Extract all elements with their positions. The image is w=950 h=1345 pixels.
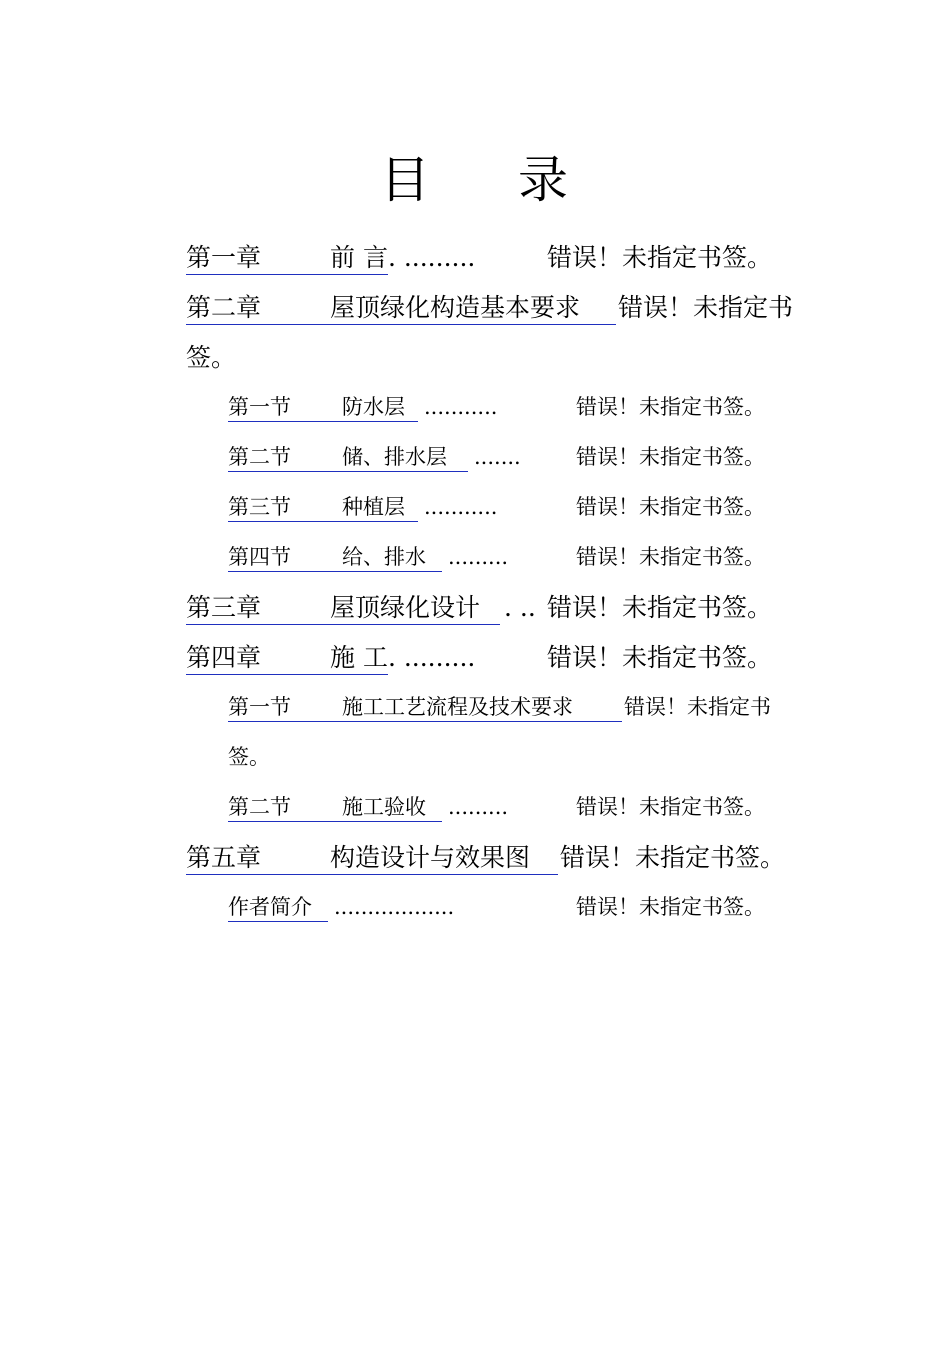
toc-entry-section-2-3[interactable] bbox=[228, 493, 497, 522]
toc-link[interactable] bbox=[186, 642, 388, 675]
toc-link[interactable] bbox=[186, 842, 558, 875]
toc-link[interactable] bbox=[186, 292, 616, 325]
toc-entry-section-2-1[interactable] bbox=[228, 393, 497, 422]
entry-number: 第四章 bbox=[186, 643, 262, 672]
entry-number: 第一节 bbox=[228, 395, 291, 419]
entry-error-text: 错误！未指定书 bbox=[618, 293, 794, 322]
entry-title: 作者简介 bbox=[228, 895, 312, 919]
entry-error-text: 错误！未指定书签。 bbox=[560, 843, 786, 872]
toc-link[interactable] bbox=[228, 893, 328, 922]
entry-number: 第三节 bbox=[228, 495, 291, 519]
entry-number: 第一章 bbox=[186, 243, 262, 272]
leader-dots: ......... bbox=[448, 795, 509, 819]
toc-link[interactable] bbox=[186, 242, 388, 275]
entry-error-continuation: 签。 bbox=[186, 343, 237, 372]
toc-entry-chapter-1[interactable] bbox=[186, 242, 475, 275]
entry-error-text: 错误！未指定书签。 bbox=[576, 895, 765, 919]
toc-entry-section-4-2[interactable] bbox=[228, 793, 508, 822]
toc-entry-section-2-2[interactable] bbox=[228, 443, 521, 472]
leader-dots: .................. bbox=[334, 895, 455, 919]
toc-entry-section-2-4[interactable] bbox=[228, 543, 508, 572]
toc-entry-section-4-1[interactable] bbox=[228, 693, 622, 722]
entry-title: 前 言 bbox=[330, 243, 388, 272]
toc-entry-chapter-3[interactable] bbox=[186, 592, 536, 625]
entry-number: 第一节 bbox=[228, 695, 291, 719]
entry-error-text: 错误！未指定书 bbox=[624, 695, 771, 719]
leader-dots: . ......... bbox=[387, 243, 476, 272]
entry-error-text: 错误！未指定书签。 bbox=[576, 795, 765, 819]
entry-number: 第五章 bbox=[186, 843, 262, 872]
leader-dots: . ......... bbox=[387, 643, 476, 672]
entry-title: 屋顶绿化构造基本要求 bbox=[330, 293, 581, 322]
entry-number: 第二节 bbox=[228, 445, 291, 469]
entry-title: 施工验收 bbox=[342, 795, 426, 819]
leader-dots: ......... bbox=[448, 545, 509, 569]
entry-error-text: 错误！未指定书签。 bbox=[547, 643, 773, 672]
toc-title-char-1: 目 bbox=[380, 151, 430, 209]
toc-link[interactable] bbox=[228, 793, 442, 822]
toc-title bbox=[380, 150, 568, 210]
toc-entry-chapter-5[interactable] bbox=[186, 842, 558, 875]
entry-number: 第三章 bbox=[186, 593, 262, 622]
toc-entry-chapter-4[interactable] bbox=[186, 642, 475, 675]
leader-dots: ........... bbox=[424, 395, 498, 419]
entry-error-continuation: 签。 bbox=[228, 745, 270, 769]
entry-title: 种植层 bbox=[342, 495, 405, 519]
entry-title: 防水层 bbox=[342, 395, 405, 419]
entry-title: 给、排水 bbox=[342, 545, 426, 569]
toc-link[interactable] bbox=[228, 493, 418, 522]
entry-error-text: 错误！未指定书签。 bbox=[576, 495, 765, 519]
toc-link[interactable] bbox=[228, 693, 622, 722]
leader-dots: ........... bbox=[424, 495, 498, 519]
entry-error-text: 错误！未指定书签。 bbox=[576, 395, 765, 419]
entry-error-text: 错误！未指定书签。 bbox=[576, 545, 765, 569]
leader-dots: ....... bbox=[474, 445, 521, 469]
entry-title: 施 工 bbox=[330, 643, 388, 672]
entry-title: 储、排水层 bbox=[342, 445, 447, 469]
toc-title-char-2: 录 bbox=[518, 151, 568, 209]
entry-number: 第四节 bbox=[228, 545, 291, 569]
entry-error-text: 错误！未指定书签。 bbox=[547, 593, 773, 622]
toc-link[interactable] bbox=[228, 443, 468, 472]
entry-title: 构造设计与效果图 bbox=[330, 843, 531, 872]
entry-title: 施工工艺流程及技术要求 bbox=[342, 695, 573, 719]
entry-error-text: 错误！未指定书签。 bbox=[547, 243, 773, 272]
toc-entry-chapter-2[interactable] bbox=[186, 292, 616, 325]
entry-number: 第二章 bbox=[186, 293, 262, 322]
leader-dots: . .. bbox=[504, 593, 536, 622]
toc-link[interactable] bbox=[186, 592, 500, 625]
toc-entry-author[interactable] bbox=[228, 893, 454, 922]
entry-number: 第二节 bbox=[228, 795, 291, 819]
entry-title: 屋顶绿化设计 bbox=[330, 593, 481, 622]
entry-error-text: 错误！未指定书签。 bbox=[576, 445, 765, 469]
toc-link[interactable] bbox=[228, 393, 418, 422]
toc-link[interactable] bbox=[228, 543, 442, 572]
